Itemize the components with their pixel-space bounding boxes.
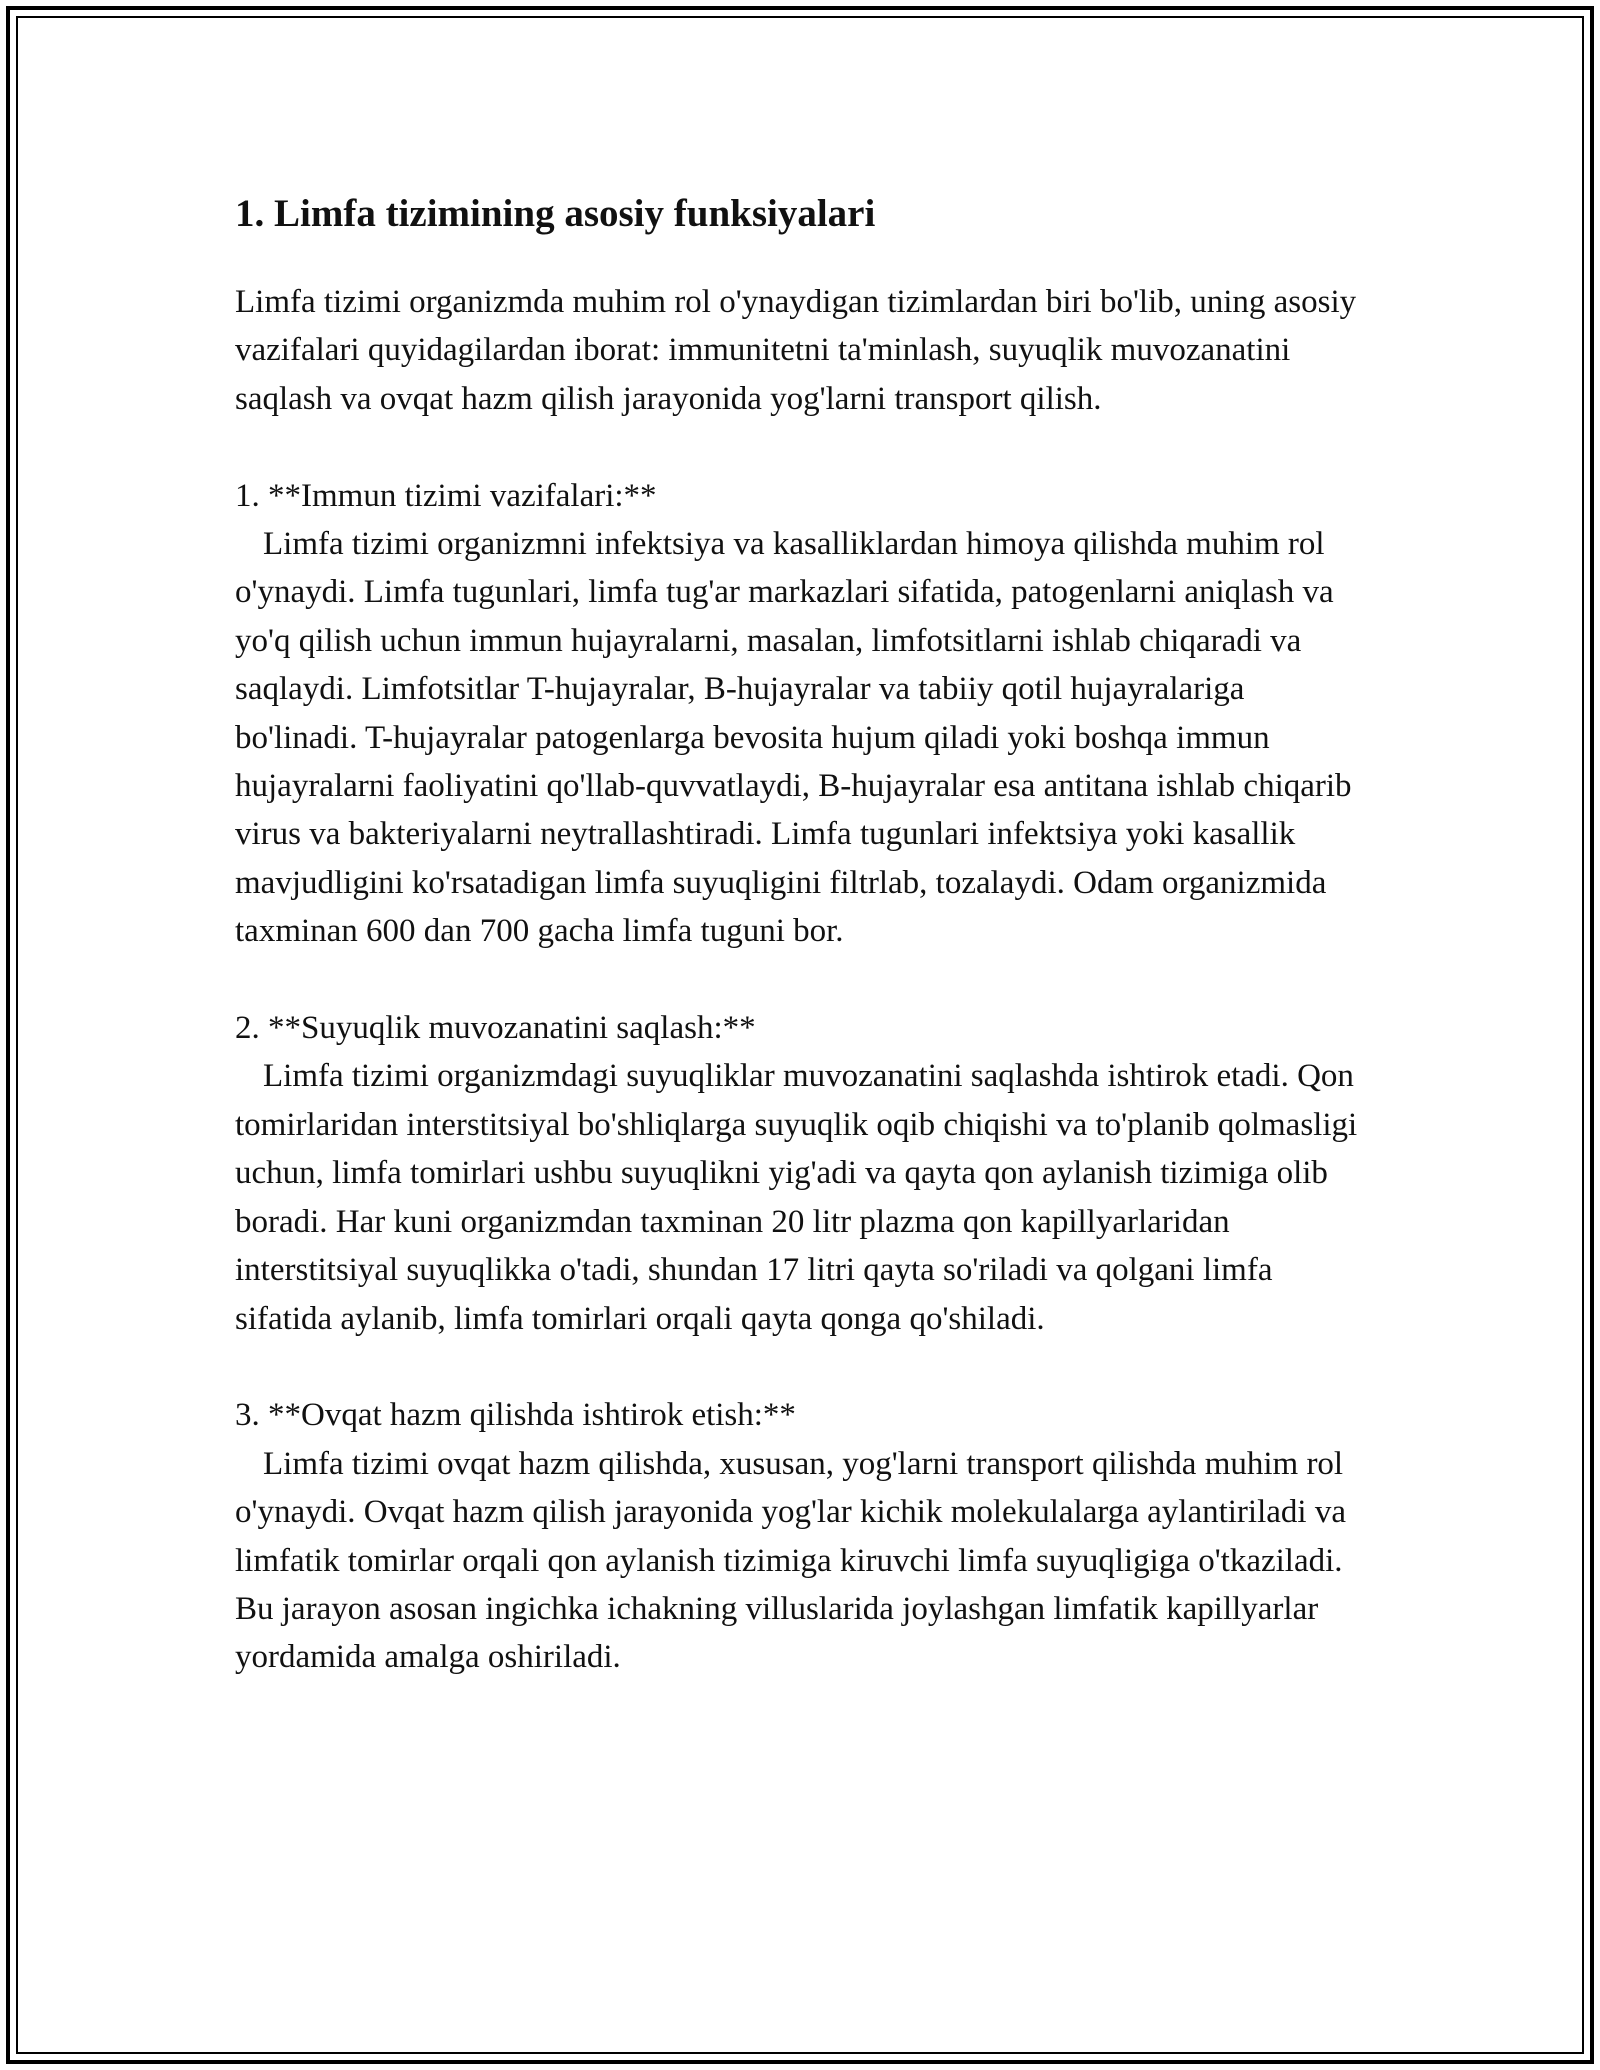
section-title: 2. **Suyuqlik muvozanatini saqlash:** (235, 1010, 756, 1047)
section-body: Limfa tizimi ovqat hazm qilishda, xususan, yog'larni transport qilishda muhim rol o'ynaydi. Ovqat hazm qilish jarayonida yog'lar kichik molekulalarga aylantiriladi va limfatik tomirlar orqali qon aylanish tizimiga kiruvchi limfa suyuqligiga o'tkaziladi. Bu jarayon asosan ingichka ichakning villuslarida joylashgan limfatik kapillyarlar yordamida amalga oshiriladi. (235, 1445, 1355, 1676)
document-heading: 1. Limfa tizimining asosiy funksiyalari (235, 192, 876, 235)
section-title: 1. **Immun tizimi vazifalari:** (235, 477, 657, 514)
section-immune (235, 472, 1375, 956)
document-body (235, 186, 1375, 1682)
section-body: Limfa tizimi organizmni infektsiya va kasalliklardan himoya qilishda muhim rol o'ynaydi. Limfa tugunlari, limfa tug'ar markazlari sifatida, patogenlarni aniqlash va yo'q qilish uchun immun hujayralarni, masalan, limfotsitlarni ishlab chiqaradi va saqlaydi. Limfotsitlar T-hujayralar, B-hujayralar va tabiiy qotil hujayralariga bo'linadi. T-hujayralar patogenlarga bevosita hujum qiladi yoki boshqa immun hujayralarni faoliyatini qo'llab-quvvatlaydi, B-hujayralar esa antitana ishlab chiqarib virus va bakteriyalarni neytrallashtiradi. Limfa tugunlari infektsiya yoki kasallik mavjudligini ko'rsatadigan limfa suyuqligini filtrlab, tozalaydi. Odam organizmida taxminan 600 dan 700 gacha limfa tuguni bor. (235, 526, 1360, 950)
section-title: 3. **Ovqat hazm qilishda ishtirok etish:** (235, 1397, 796, 1434)
section-digestion (235, 1391, 1375, 1681)
intro-paragraph: Limfa tizimi organizmda muhim rol o'ynaydigan tizimlardan biri bo'lib, uning asosiy vazifalari quyidagilardan iborat: immunitetni ta'minlash, suyuqlik muvozanatini saqlash va ovqat hazm qilish jarayonida yog'larni transport qilish. (235, 284, 1365, 417)
section-body: Limfa tizimi organizmdagi suyuqliklar muvozanatini saqlashda ishtirok etadi. Qon tomirlaridan interstitsiyal bo'shliqlarga suyuqlik oqib chiqishi va to'planib qolmasligi uchun, limfa tomirlari ushbu suyuqlikni yig'adi va qayta qon aylanish tizimiga olib boradi. Har kuni organizmdan taxminan 20 litr plazma qon kapillyarlaridan interstitsiyal suyuqlikka o'tadi, shundan 17 litri qayta so'riladi va qolgani limfa sifatida aylanib, limfa tomirlari orqali qayta qonga qo'shiladi. (235, 1058, 1366, 1337)
section-fluid-balance (235, 1004, 1375, 1343)
